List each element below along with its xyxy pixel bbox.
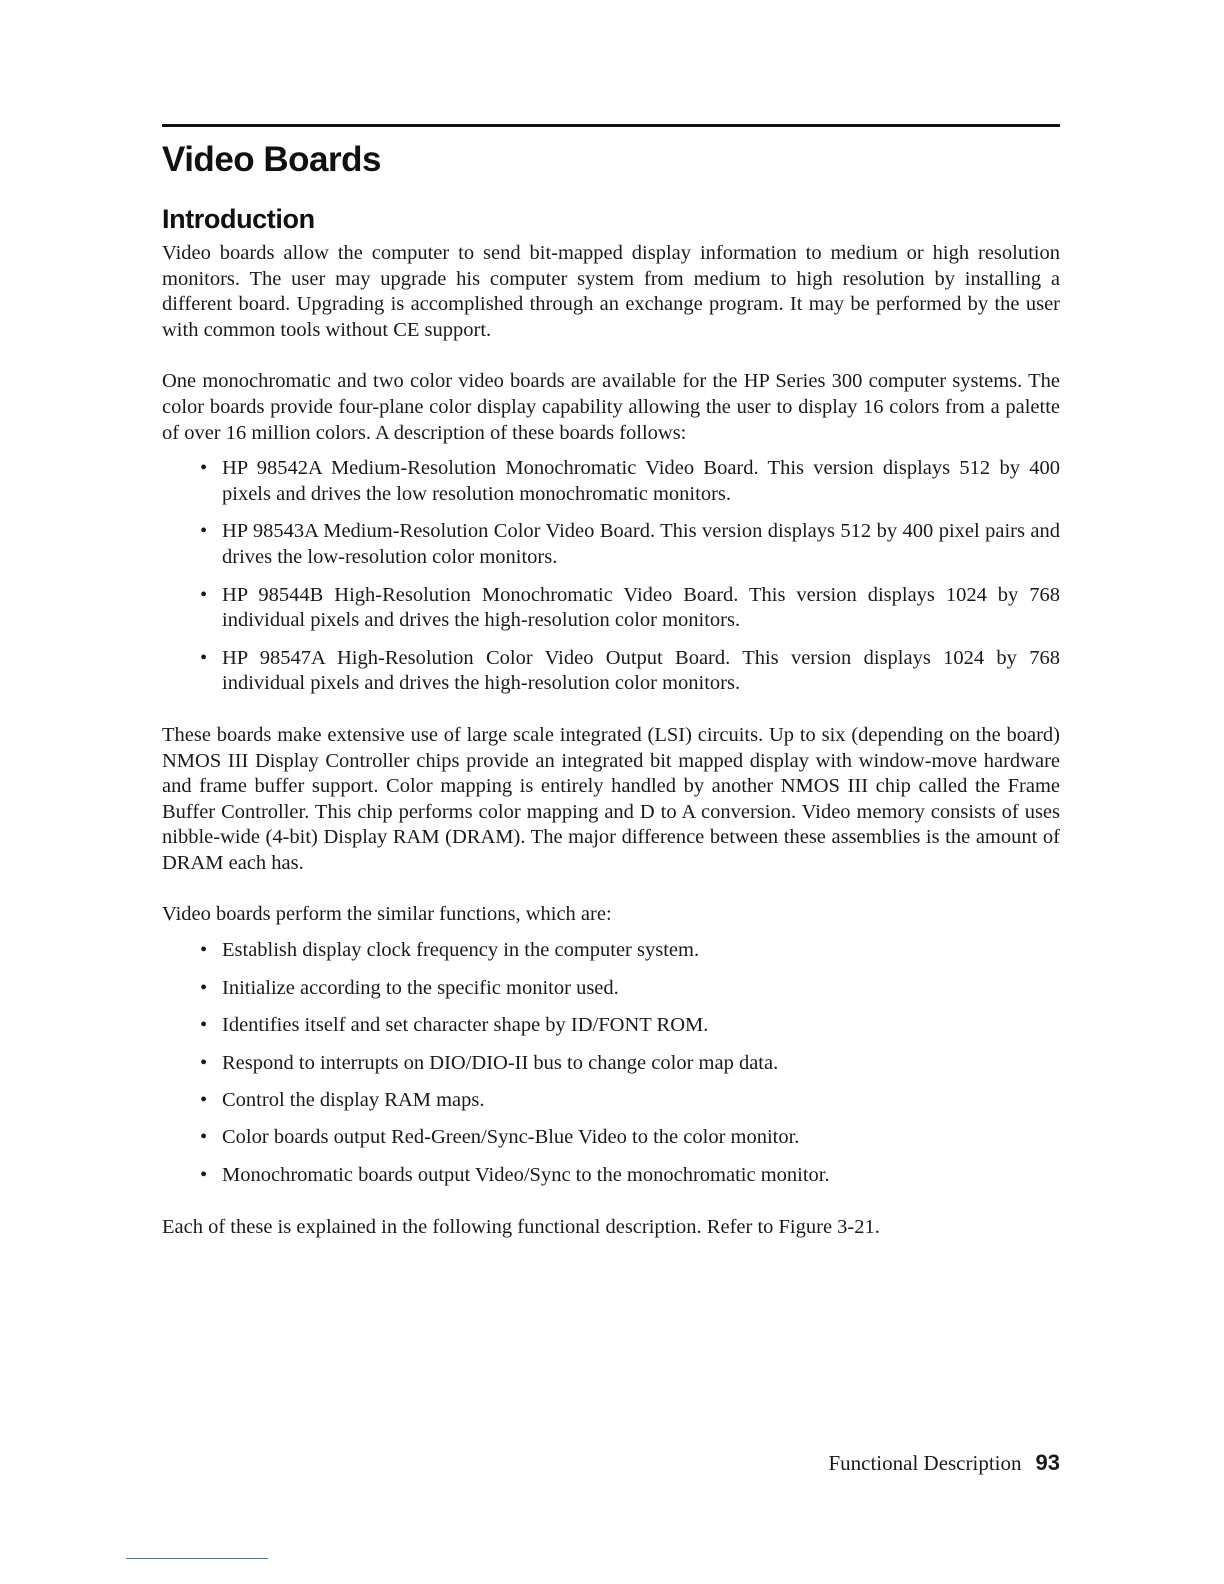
- bullet-icon: •: [200, 457, 208, 480]
- bullet-icon: •: [200, 939, 208, 962]
- list-item: [162, 1051, 1060, 1077]
- function-item-text: Color boards output Red-Green/Sync-Blue Video to the color monitor.: [222, 1126, 800, 1149]
- bullet-icon: •: [200, 1089, 208, 1111]
- list-item: [162, 456, 1060, 507]
- bullet-icon: •: [200, 583, 208, 606]
- intro-paragraph: Video boards allow the computer to send bit-mapped display information to medium or high resolution monitors. The user may upgrade his computer system from medium to high resolution by installing a different board. Upgrading is accomplished through an exchange program. It may be performed by the user with common tools without CE support.: [162, 242, 1060, 341]
- list-item: [162, 938, 1060, 964]
- list-item: [162, 1125, 1060, 1151]
- list-item: [162, 1088, 1060, 1114]
- list-item: [162, 519, 1060, 570]
- board-list: [162, 456, 1060, 697]
- list-item: [162, 1163, 1060, 1189]
- bullet-icon: •: [200, 1126, 208, 1149]
- boards-available-paragraph: One monochromatic and two color video boards are available for the HP Series 300 computer systems. The color boards provide four-plane color display capability allowing the user to display 16 colors from a palette of over 16 million colors. A description of these boards follows:: [162, 370, 1060, 444]
- bullet-icon: •: [200, 520, 208, 543]
- body-text: [162, 241, 1060, 1266]
- section-rule: [162, 124, 1060, 127]
- functions-intro-paragraph: Video boards perform the similar functions, which are:: [162, 903, 612, 926]
- page-footer: [828, 1450, 1060, 1476]
- bottom-divider: [126, 1558, 268, 1559]
- bullet-icon: •: [200, 1014, 208, 1037]
- page-number: 93: [1035, 1450, 1060, 1475]
- list-item: [162, 1013, 1060, 1039]
- function-item-text: Establish display clock frequency in the computer system.: [222, 939, 700, 962]
- bullet-icon: •: [200, 976, 208, 999]
- function-list: [162, 938, 1060, 1189]
- board-item-text: HP 98547A High-Resolution Color Video Output Board. This version displays 1024 by 768 individual pixels and drives the high-resolution color monitors.: [222, 646, 1060, 695]
- list-item: [162, 646, 1060, 697]
- function-item-text: Control the display RAM maps.: [222, 1089, 485, 1111]
- bullet-icon: •: [200, 1051, 208, 1074]
- closing-paragraph: Each of these is explained in the following functional description. Refer to Figure 3-21.: [162, 1215, 880, 1238]
- function-item-text: Respond to interrupts on DIO/DIO-II bus to change color map data.: [222, 1051, 779, 1074]
- list-item: [162, 583, 1060, 634]
- board-item-text: HP 98544B High-Resolution Monochromatic Video Board. This version displays 1024 by 768 individual pixels and drives the high-resolution color monitors.: [222, 583, 1060, 632]
- bullet-icon: •: [200, 646, 208, 669]
- board-item-text: HP 98543A Medium-Resolution Color Video Board. This version displays 512 by 400 pixel pairs and drives the low-resolution color monitors.: [222, 520, 1060, 568]
- lsi-paragraph: These boards make extensive use of large scale integrated (LSI) circuits. Up to six (depending on the board) NMOS III Display Controller chips provide an integrated bit mapped display with window-move hardware and frame buffer support. Color mapping is entirely handled by another NMOS III chip called the Frame Buffer Controller. This chip performs color mapping and D to A conversion. Video memory consists of uses nibble-wide (4-bit) Display RAM (DRAM). The major difference between these assemblies is the amount of DRAM each has.: [162, 723, 1060, 874]
- bullet-icon: •: [200, 1163, 208, 1186]
- function-item-text: Identifies itself and set character shape by ID/FONT ROM.: [222, 1014, 709, 1037]
- board-item-text: HP 98542A Medium-Resolution Monochromatic Video Board. This version displays 512 by 400 pixels and drives the low resolution monochromatic monitors.: [222, 457, 1060, 505]
- footer-section-name: Functional Description: [828, 1451, 1022, 1475]
- function-item-text: Monochromatic boards output Video/Sync to the monochromatic monitor.: [222, 1163, 830, 1186]
- list-item: [162, 976, 1060, 1002]
- function-item-text: Initialize according to the specific monitor used.: [222, 976, 619, 999]
- subsection-title: Introduction: [162, 204, 315, 234]
- section-title: Video Boards: [162, 140, 381, 179]
